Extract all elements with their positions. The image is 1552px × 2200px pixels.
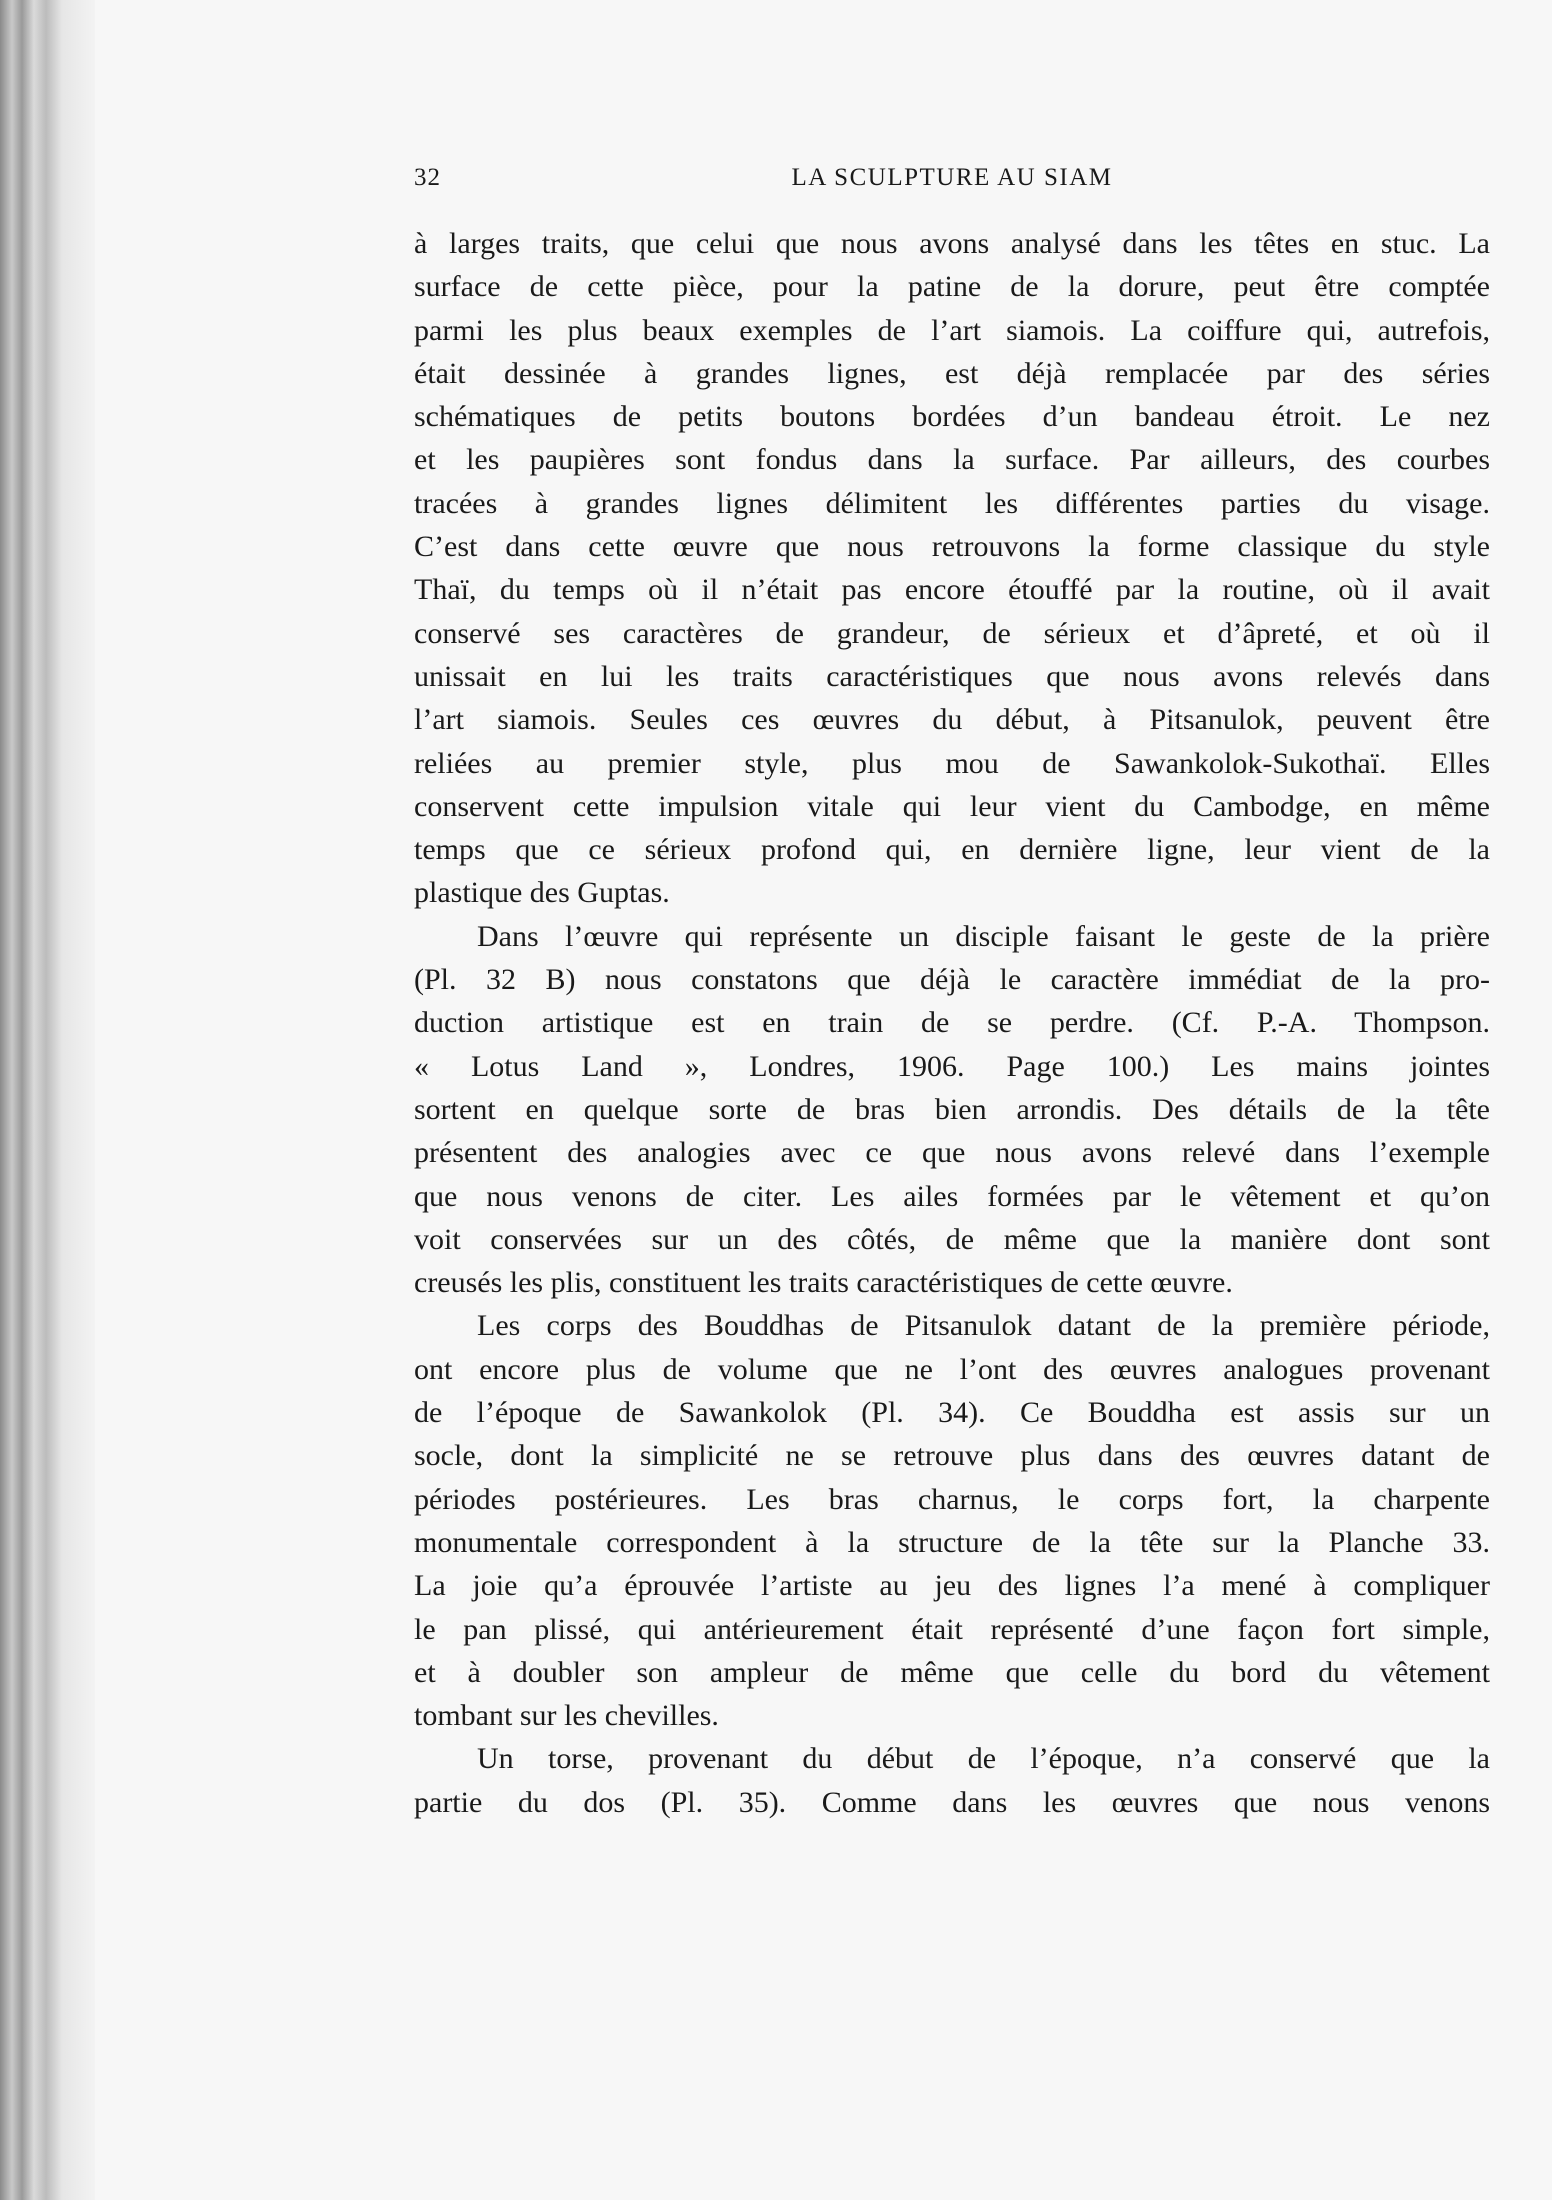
text-line: était dessinée à grandes lignes, est déjà remplacée par des séries [414, 356, 1490, 390]
text-line: et à doubler son ampleur de même que celle du bord du vêtement [414, 1655, 1490, 1689]
text-line: Un torse, provenant du début de l’époque, n’a conservé que la [477, 1742, 1490, 1776]
text-line: périodes postérieures. Les bras charnus, le corps fort, la charpente [414, 1482, 1490, 1516]
text-line: La joie qu’a éprouvée l’artiste au jeu des lignes l’a mené à compliquer [414, 1569, 1490, 1603]
text-line: conservent cette impulsion vitale qui leur vient du Cambodge, en même [414, 789, 1490, 823]
book-binding-shadow [0, 0, 95, 2200]
text-line: reliées au premier style, plus mou de Sawankolok-Sukothaï. Elles [414, 746, 1490, 780]
paragraph [414, 1737, 1490, 1824]
text-line: duction artistique est en train de se perdre. (Cf. P.-A. Thompson. [414, 1006, 1490, 1040]
running-title: LA SCULPTURE AU SIAM [791, 164, 1113, 191]
text-line: creusés les plis, constituent les traits caractéristiques de cette œuvre. [414, 1266, 1233, 1300]
text-line: C’est dans cette œuvre que nous retrouvons la forme classique du style [414, 530, 1490, 564]
text-line: Thaï, du temps où il n’était pas encore étouffé par la routine, où il avait [414, 573, 1490, 607]
text-line: (Pl. 32 B) nous constatons que déjà le caractère immédiat de la pro- [414, 963, 1490, 997]
text-line: schématiques de petits boutons bordées d’un bandeau étroit. Le nez [414, 400, 1490, 434]
text-line: conservé ses caractères de grandeur, de sérieux et d’âpreté, et où il [414, 616, 1490, 650]
text-line: Dans l’œuvre qui représente un disciple faisant le geste de la prière [477, 919, 1490, 953]
text-line: de l’époque de Sawankolok (Pl. 34). Ce Bouddha est assis sur un [414, 1396, 1490, 1430]
body-text [414, 222, 1490, 1824]
text-line: monumentale correspondent à la structure de la tête sur la Planche 33. [414, 1525, 1490, 1559]
text-line: « Lotus Land », Londres, 1906. Page 100.) Les mains jointes [414, 1049, 1490, 1083]
text-line: socle, dont la simplicité ne se retrouve plus dans des œuvres datant de [414, 1439, 1490, 1473]
text-line: sortent en quelque sorte de bras bien arrondis. Des détails de la tête [414, 1092, 1490, 1126]
text-line: voit conservées sur un des côtés, de même que la manière dont sont [414, 1222, 1490, 1256]
paragraph [414, 1304, 1490, 1737]
text-line: le pan plissé, qui antérieurement était représenté d’une façon fort simple, [414, 1612, 1490, 1646]
paragraph [414, 222, 1490, 915]
page-number: 32 [414, 164, 441, 191]
text-line: à larges traits, que celui que nous avons analysé dans les têtes en stuc. La [414, 227, 1490, 260]
text-line: tombant sur les chevilles. [414, 1699, 719, 1733]
text-line: surface de cette pièce, pour la patine de la dorure, peut être comptée [414, 270, 1490, 304]
text-line: et les paupières sont fondus dans la surface. Par ailleurs, des courbes [414, 443, 1490, 477]
paragraph [414, 915, 1490, 1305]
text-line: partie du dos (Pl. 35). Comme dans les œuvres que nous venons [414, 1785, 1490, 1819]
text-line: parmi les plus beaux exemples de l’art siamois. La coiffure qui, autrefois, [414, 313, 1490, 347]
text-line: l’art siamois. Seules ces œuvres du début, à Pitsanulok, peuvent être [414, 703, 1490, 737]
text-line: plastique des Guptas. [414, 876, 670, 910]
text-line: temps que ce sérieux profond qui, en dernière ligne, leur vient de la [414, 833, 1490, 867]
page-header [414, 164, 1490, 204]
text-line: ont encore plus de volume que ne l’ont des œuvres analogues provenant [414, 1352, 1490, 1386]
text-line: que nous venons de citer. Les ailes formées par le vêtement et qu’on [414, 1179, 1490, 1213]
text-line: tracées à grandes lignes délimitent les différentes parties du visage. [414, 486, 1490, 520]
text-line: unissait en lui les traits caractéristiques que nous avons relevés dans [414, 659, 1490, 693]
text-line: Les corps des Bouddhas de Pitsanulok datant de la première période, [477, 1309, 1490, 1343]
text-line: présentent des analogies avec ce que nous avons relevé dans l’exemple [414, 1136, 1490, 1170]
